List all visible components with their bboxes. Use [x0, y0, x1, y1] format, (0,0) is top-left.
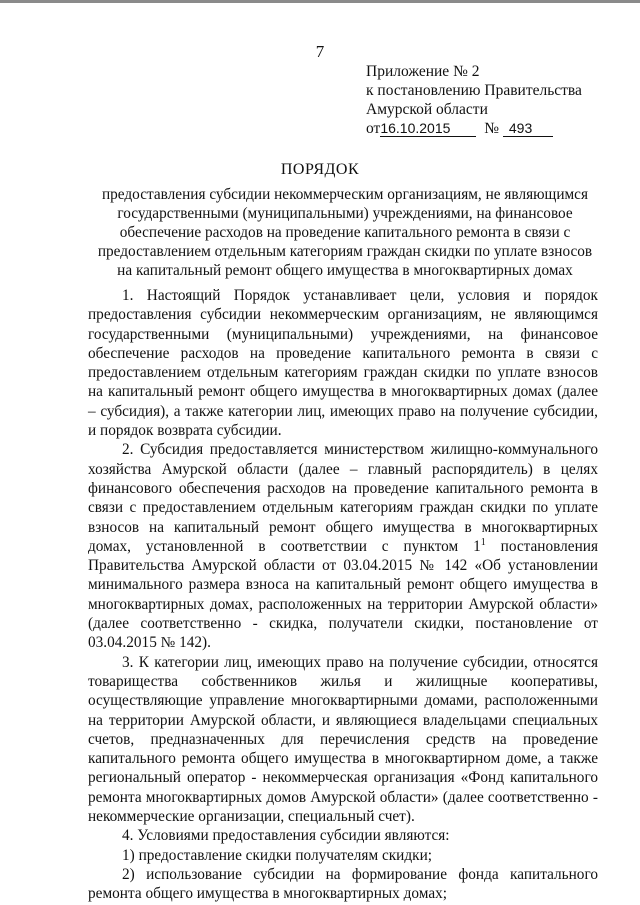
document-title: ПОРЯДОК — [280, 161, 360, 178]
appendix-date-line — [366, 119, 582, 138]
superscript: 1 — [480, 536, 486, 548]
appendix-date: 16.10.2015 — [380, 121, 476, 137]
paragraph-4-item-2: 2) использование субсидии на формирование фонда капитального ремонта общего имущества в многоквартирных домах; — [88, 865, 598, 903]
number-prefix: № — [484, 120, 499, 137]
document-subtitle: предоставления субсидии некоммерческим организациям, не являющимся государственными (муниципальными) учреждениями, на финансовое обеспечение расходов на проведение капитального ремонта в связи с предоставлением отдельным категориям граждан скидки по уплате взносов на капитальный ремонт общего имущества в многоквартирных домах — [97, 186, 593, 279]
paragraph-1: 1. Настоящий Порядок устанавливает цели, условия и порядок предоставления субсидии некоммерческим организациям, не являющимся государственными (муниципальными) учреждениями, на финансовое обеспечение расходов на проведение капитального ремонта в связи с предоставлением отдельным категориям граждан скидки по уплате взносов на капитальный ремонт общего имущества в многоквартирных домах (далее – субсидия), а также категории лиц, имеющих право на получение субсидии, и порядок возврата субсидии. — [88, 287, 598, 440]
appendix-line: Амурской области — [366, 101, 488, 118]
paragraph-4-item-1: 1) предоставление скидки получателям скидки; — [122, 846, 433, 864]
page-number: 7 — [315, 42, 325, 61]
paragraph-2: 2. Субсидия предоставляется министерством жилищно-коммунального хозяйства Амурской области (далее – главный распорядитель) в целях финансового обеспечения расходов на проведение капитального ремонта в связи с предоставлением отдельным категориям граждан скидки по уплате взносов на капитальный ремонт общего имущества в многоквартирных домах, установленной в соответствии с пунктом $1^1$ постановления Правительства Амурской области от 03.04.2015 № 142 «Об установлении минимального размера взноса на капитальный ремонт общего имущества в многоквартирных домах, расположенных на территории Амурской области» (далее соответственно - скидка, получатели скидки, постановление от 03.04.2015 № 142). — [88, 441, 598, 652]
appendix-line: к постановлению Правительства — [366, 82, 582, 99]
paragraph-4: 4. Условиями предоставления субсидии являются: — [122, 827, 450, 845]
appendix-block — [366, 62, 582, 138]
date-prefix: от — [366, 120, 381, 137]
appendix-number: 493 — [503, 121, 553, 137]
document-body — [88, 286, 598, 904]
paragraph-3: 3. К категории лиц, имеющих право на получение субсидии, относятся товарищества собственников жилья и жилищные кооперативы, осуществляющие управление многоквартирными домами, расположенными на территории Амурской области, и являющиеся владельцами специальных счетов, предназначенных для перечисления средств на проведение капитального ремонта общего имущества в многоквартирном доме, а также региональный оператор - некоммерческая организация «Фонд капитального ремонта многоквартирных домов Амурской области» (далее соответственно - некоммерческие организации, специальный счет). — [88, 653, 598, 826]
scan-artifact-line — [0, 0, 640, 3]
appendix-line: Приложение № 2 — [366, 63, 480, 80]
